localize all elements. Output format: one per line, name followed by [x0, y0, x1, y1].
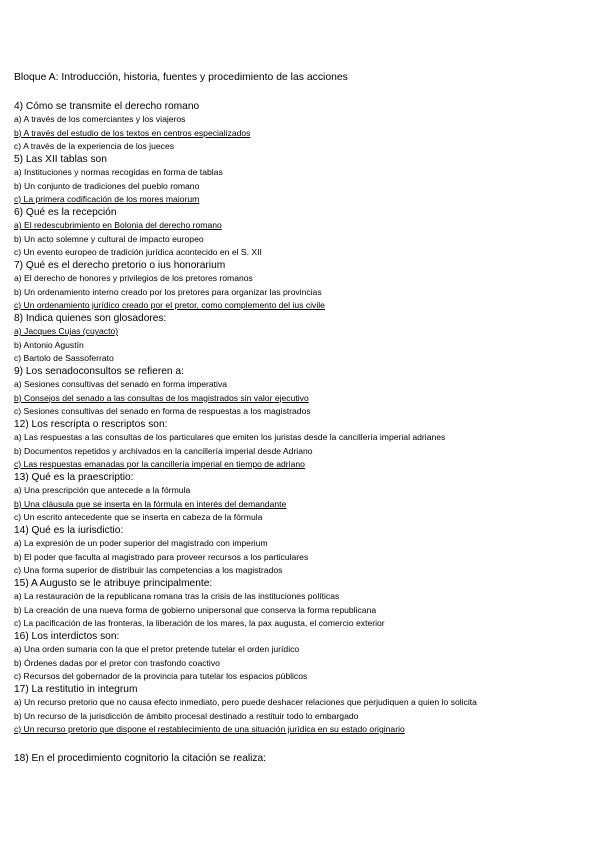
- answer-option: a) Una orden sumaria con la que el pretor pretende tutelar el orden jurídico: [14, 644, 300, 655]
- question-line: 5) Las XII tablas son: [14, 154, 107, 165]
- question-list: [14, 100, 594, 736]
- question-line: 13) Qué es la praescriptio:: [14, 472, 134, 483]
- question-line: 7) Qué es el derecho pretorio o ius honorarium: [14, 260, 226, 271]
- answer-option: c) Recursos del gobernador de la provincia para tutelar los espacios públicos: [14, 670, 308, 681]
- answer-option: b) La creación de una nueva forma de gobierno unipersonal que conserva la forma republicana: [14, 604, 377, 615]
- question-line: 12) Los rescripta o rescriptos son:: [14, 419, 168, 430]
- answer-option: b) Un recurso de la jurisdicción de ámbito procesal destinado a restituir todo lo embargado: [14, 710, 359, 721]
- answer-option: a) La restauración de la republicana romana tras la crisis de las instituciones políticas: [14, 591, 340, 602]
- question-line: 4) Cómo se transmite el derecho romano: [14, 101, 200, 112]
- block-title: Bloque A: Introducción, historia, fuentes y procedimiento de las acciones: [14, 72, 348, 83]
- answer-option: a) Sesiones consultivas del senado en forma imperativa: [14, 379, 228, 390]
- answer-option: c) Las respuestas emanadas por la cancillería imperial en tiempo de adriano: [14, 458, 305, 469]
- answer-option: b) El poder que faculta al magistrado para proveer recursos a los particulares: [14, 551, 309, 562]
- answer-option: a) Instituciones y normas recogidas en forma de tablas: [14, 167, 223, 178]
- answer-option: a) El derecho de honores y privilegios de los pretores romanos: [14, 273, 253, 284]
- answer-option: b) Órdenes dadas por el pretor con trasfondo coactivo: [14, 657, 220, 668]
- question-line: 17) La restitutio in integrum: [14, 684, 138, 695]
- answer-option: b) Un conjunto de tradiciones del pueblo romano: [14, 180, 200, 191]
- answer-option: b) Un ordenamiento interno creado por los pretores para organizar las provincias: [14, 286, 322, 297]
- answer-option: c) La pacificación de las fronteras, la liberación de los mares, la pax augusta, el comercio exterior: [14, 617, 385, 628]
- answer-option: c) A través de la experiencia de los jueces: [14, 140, 175, 151]
- answer-option: c) Bartolo de Sassoferrato: [14, 352, 114, 363]
- answer-option: c) Un escrito antecedente que se inserta en cabeza de la fórmula: [14, 511, 263, 522]
- answer-option: c) Un evento europeo de tradición jurídica acontecido en el S. XII: [14, 246, 262, 257]
- answer-option: a) El redescubrimiento en Bolonia del derecho romano: [14, 220, 222, 231]
- question-line: 9) Los senadoconsultos se refieren a:: [14, 366, 184, 377]
- answer-option: b) A través del estudio de los textos en centros especializados: [14, 127, 251, 138]
- question-line: 14) Qué es la iurisdictio:: [14, 525, 124, 536]
- answer-option: b) Una cláusula que se inserta en la fórmula en interés del demandante: [14, 498, 287, 509]
- answer-option: c) Un ordenamiento jurídico creado por el pretor, como complemento del ius civile: [14, 299, 325, 310]
- answer-option: b) Antonio Agustín: [14, 339, 84, 350]
- answer-option: a) Las respuestas a las consultas de los particulares que emiten los juristas desde la cancillería imperial adrianes: [14, 432, 446, 443]
- answer-option: c) La primera codificación de los mores maiorum: [14, 193, 200, 204]
- answer-option: a) La expresión de un poder superior del magistrado con imperium: [14, 538, 268, 549]
- answer-option: b) Documentos repetidos y archivados en la cancillería imperial desde Adriano: [14, 445, 313, 456]
- answer-option: a) A través de los comerciantes y los viajeros: [14, 114, 186, 125]
- answer-option: c) Un recurso pretorio que dispone el restablecimiento de una situación jurídica en su estado originario: [14, 723, 405, 734]
- question-line: 6) Qué es la recepción: [14, 207, 117, 218]
- answer-option: a) Jacques Cujas (cuyacto): [14, 326, 119, 337]
- question-line: 16) Los interdictos son:: [14, 631, 120, 642]
- answer-option: c) Una forma superior de distribuir las competencias a los magistrados: [14, 564, 283, 575]
- answer-option: b) Un acto solemne y cultural de impacto europeo: [14, 233, 204, 244]
- answer-option: a) Una prescripción que antecede a la fórmula: [14, 485, 191, 496]
- question-line: 8) Indica quienes son glosadores:: [14, 313, 167, 324]
- answer-option: a) Un recurso pretorio que no causa efecto inmediato, pero puede deshacer relaciones que perjudiquen a quien lo solicita: [14, 697, 477, 708]
- question-18: 18) En el procedimiento cognitorio la citación se realiza:: [14, 753, 266, 764]
- question-line: 15) A Augusto se le atribuye principalmente:: [14, 578, 213, 589]
- answer-option: b) Consejos del senado a las consultas de los magistrados sin valor ejecutivo: [14, 392, 309, 403]
- answer-option: c) Sesiones consultivas del senado en forma de respuestas a los magistrados: [14, 405, 311, 416]
